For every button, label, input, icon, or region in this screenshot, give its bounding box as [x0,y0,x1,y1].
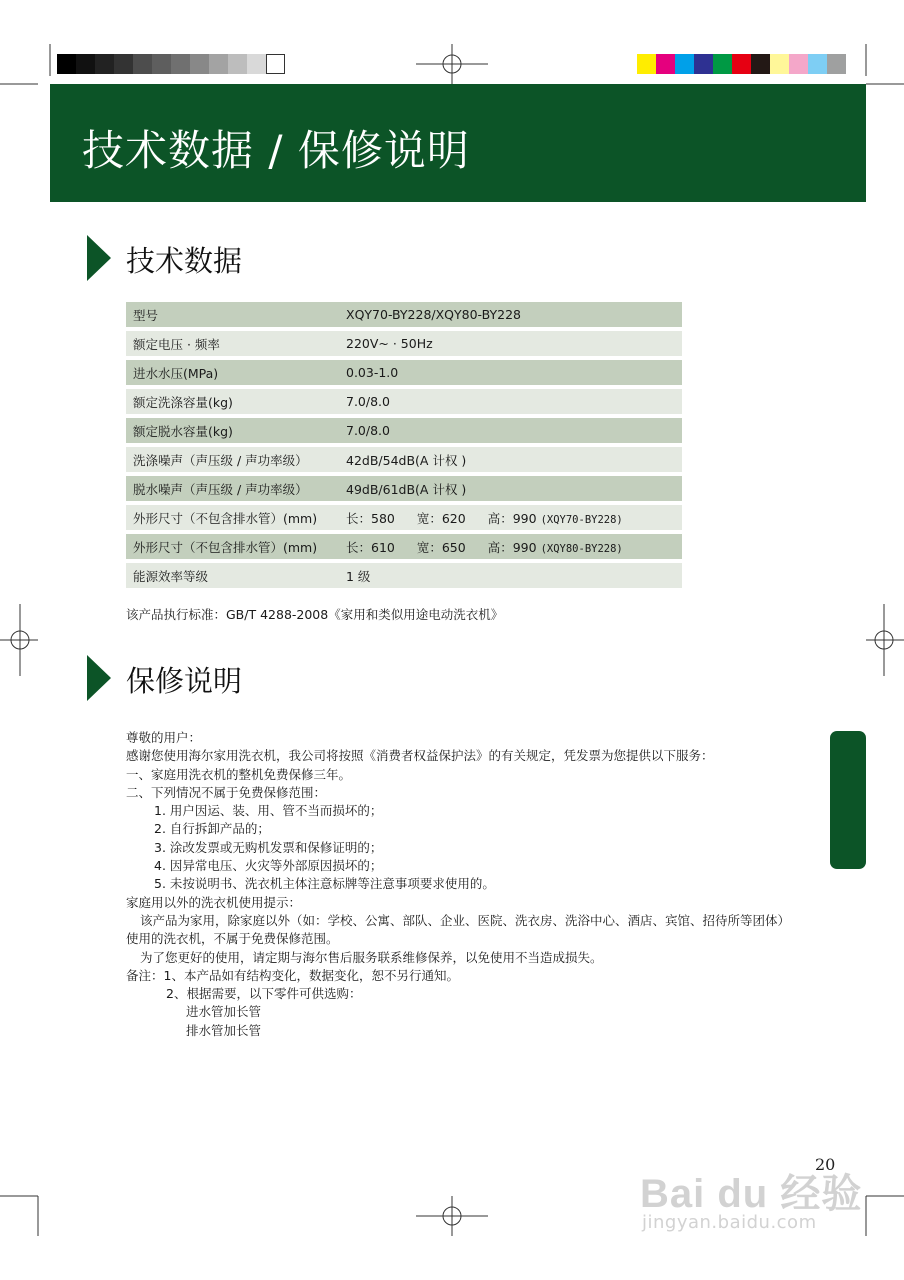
section-arrow-icon [87,655,111,701]
spec-label: 洗涤噪声（声压级 / 声功率级） [133,452,308,468]
spec-value: 1 级 [346,568,371,584]
calibration-swatch [228,54,247,74]
warranty-line: 该产品为家用，除家庭以外（如：学校、公寓、部队、企业、医院、洗衣房、洗浴中心、酒店、宾馆、招待所等团体） [140,912,791,928]
section-arrow-icon [87,235,111,281]
calibration-swatch [656,54,675,74]
tech-section-heading: 技术数据 [126,244,243,278]
dim-height: 高：990 [487,510,537,526]
spec-label: 额定电压 · 频率 [133,336,220,352]
spec-value: 7.0/8.0 [346,394,390,409]
calibration-swatch [675,54,694,74]
warranty-line: 1. 用户因运、装、用、管不当而损坏的； [154,803,383,819]
watermark-url: jingyan.baidu.com [642,1212,817,1233]
spec-label: 型号 [133,307,159,323]
dim-height: 高：990 [487,539,537,555]
spec-label: 进水水压(MPa) [133,365,219,381]
warranty-line: 进水管加长管 [186,1004,262,1020]
spec-label: 外形尺寸（不包含排水管）(mm) [133,510,318,526]
calibration-swatch [209,54,228,74]
spec-row [126,302,682,327]
calibration-swatch [171,54,190,74]
spec-row [126,447,682,472]
calibration-swatch [789,54,808,74]
warranty-line: 5. 未按说明书、洗衣机主体注意标牌等注意事项要求使用的。 [154,876,495,892]
spec-value: 42dB/54dB(A 计权 ) [346,452,467,468]
warranty-text [126,729,790,1040]
dim-model: (XQY80-BY228) [540,542,623,555]
dim-length: 长：580 [346,510,395,526]
warranty-line: 4. 因异常电压、火灾等外部原因损坏的； [154,858,383,874]
calibration-swatch [76,54,95,74]
dim-model: (XQY70-BY228) [540,513,623,526]
calibration-swatch [57,54,76,74]
spec-row [126,476,682,501]
page-number: 20 [815,1155,836,1174]
warranty-line: 2、根据需要，以下零件可供选购： [166,986,362,1002]
warranty-line: 家庭用以外的洗衣机使用提示： [126,894,302,910]
warranty-line: 2. 自行拆卸产品的； [154,821,270,837]
dim-width: 宽：650 [416,539,466,555]
dim-width: 宽：620 [416,510,466,526]
spec-row [126,389,682,414]
spec-label: 脱水噪声（声压级 / 声功率级） [133,481,308,497]
spec-value: 49dB/61dB(A 计权 ) [346,481,467,497]
spec-value: 0.03-1.0 [346,365,399,380]
warranty-line: 尊敬的用户： [126,730,202,745]
spec-value [346,509,682,527]
header-banner [50,84,866,202]
calibration-swatch [190,54,209,74]
warranty-line: 备注：1、本产品如有结构变化，数据变化，恕不另行通知。 [126,967,459,983]
spec-row [126,534,682,559]
product-standard-note: 该产品执行标准：GB/T 4288-2008《家用和类似用途电动洗衣机》 [126,607,504,622]
spec-value [346,538,682,556]
spec-row [126,331,682,356]
calibration-swatch [114,54,133,74]
calibration-swatch [770,54,789,74]
spec-value: XQY70-BY228/XQY80-BY228 [346,307,521,322]
spec-value: 220V~ · 50Hz [346,336,433,351]
calibration-swatch [808,54,827,74]
spec-row [126,418,682,443]
spec-label: 额定洗涤容量(kg) [133,394,233,410]
watermark-logo-text: Bai du 经验 [640,1172,863,1216]
spec-label: 外形尺寸（不包含排水管）(mm) [133,539,318,555]
warranty-line: 3. 涂改发票或无购机发票和保修证明的； [154,839,383,855]
calibration-swatch [751,54,770,74]
warranty-line: 二、下列情况不属于免费保修范围： [126,784,327,800]
warranty-line: 为了您更好的使用，请定期与海尔售后服务联系维修保养，以免使用不当造成损失。 [140,949,603,965]
baidu-watermark [640,1162,863,1233]
calibration-swatch [152,54,171,74]
calibration-swatch [694,54,713,74]
calibration-swatch [827,54,846,74]
warranty-line: 排水管加长管 [186,1022,262,1038]
chapter-side-tab [830,731,866,869]
calibration-swatch [95,54,114,74]
calibration-swatch [247,54,266,74]
calibration-swatch [637,54,656,74]
calibration-swatch [732,54,751,74]
calibration-swatch [133,54,152,74]
page-title: 技术数据 / 保修说明 [82,126,470,175]
spec-row [126,360,682,385]
spec-row [126,505,682,530]
spec-label: 能源效率等级 [133,568,209,584]
spec-row [126,563,682,588]
color-calibration-bar [637,54,846,74]
grayscale-calibration-bar [57,54,285,74]
warranty-section-heading: 保修说明 [126,664,243,698]
calibration-swatch [713,54,732,74]
warranty-line: 感谢您使用海尔家用洗衣机，我公司将按照《消费者权益保护法》的有关规定，凭发票为您提供以下服务： [126,748,714,764]
warranty-line: 一、家庭用洗衣机的整机免费保修三年。 [126,766,352,782]
spec-label: 额定脱水容量(kg) [133,423,233,439]
dim-length: 长：610 [346,539,395,555]
calibration-swatch [266,54,285,74]
warranty-line: 使用的洗衣机，不属于免费保修范围。 [126,931,339,947]
spec-table [126,302,682,592]
spec-value: 7.0/8.0 [346,423,390,438]
